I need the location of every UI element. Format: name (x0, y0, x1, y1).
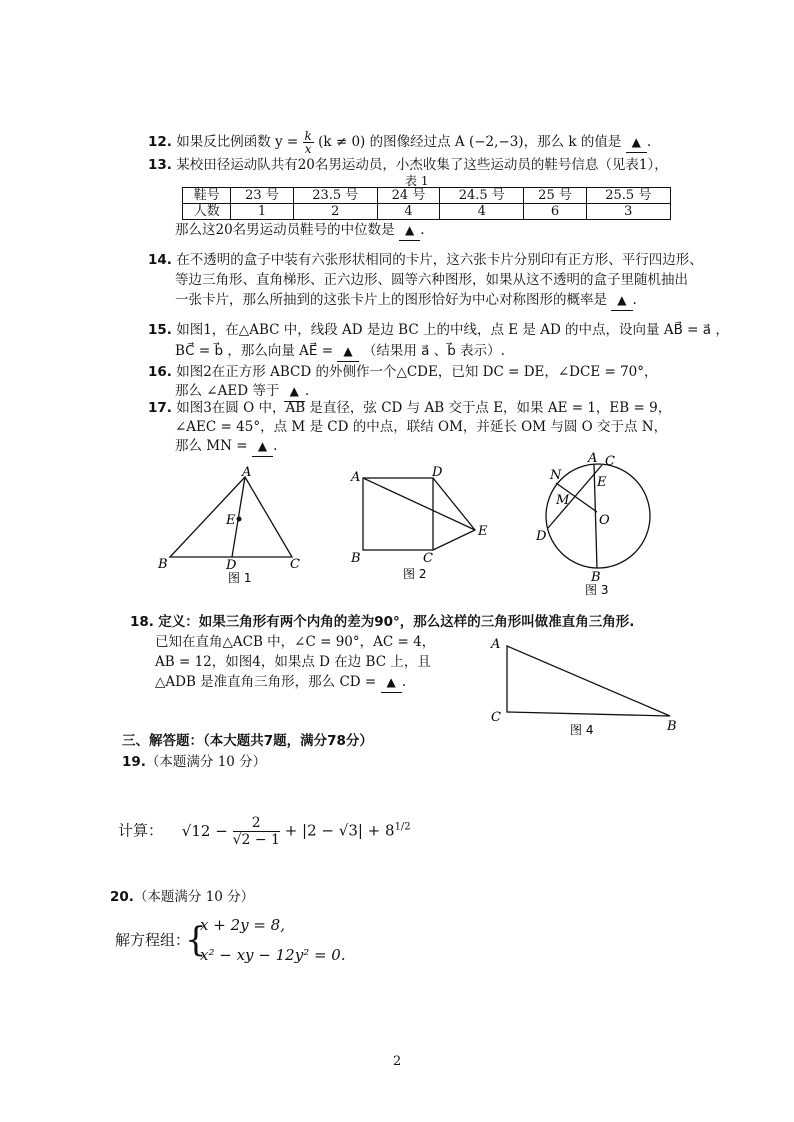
triangle-icon: ▲ (257, 439, 268, 453)
question-number: 15. (148, 322, 172, 338)
figure-1 (150, 465, 320, 590)
triangle-icon: ▲ (289, 384, 299, 398)
q14-text-post: . (632, 292, 637, 308)
label-c: C (605, 454, 615, 469)
point-e (237, 517, 242, 522)
q17-text-post: . (273, 438, 278, 454)
brace-icon: { (185, 920, 207, 960)
label-b: B (591, 570, 601, 585)
label-b: B (351, 551, 361, 566)
table-cell: 2 (293, 204, 377, 220)
q14-text: 在不透明的盒子中装有六张形状相同的卡片，这六张卡片分别印有正方形、平行四边形、 (176, 252, 703, 268)
q19-expression (118, 815, 411, 848)
label-d: D (432, 465, 443, 480)
table-cell: 24.5 号 (440, 188, 524, 204)
question-18-line2: 已知在直角△ACB 中，∠C = 90°，AC = 4， (155, 634, 436, 650)
figure-caption: 图 4 (570, 723, 594, 737)
q15-text: 如图1，在△ABC 中，线段 AD 是边 BC 上的中线，点 E 是 AD 的中点，设向量 AB⃗ = a⃗ ， (176, 322, 729, 338)
question-17-line3 (175, 436, 277, 457)
table-cell: 4 (377, 204, 439, 220)
label-c: C (491, 710, 501, 725)
table-cell: 人数 (183, 204, 231, 220)
label-c: C (290, 557, 300, 572)
q12-text-mid: (k ≠ 0) 的图像经过点 A (−2,−3)，那么 k 的值是 (318, 134, 622, 150)
question-number: 16. (148, 364, 172, 380)
q14-text: 一张卡片，那么所抽到的这张卡片上的图形恰好为中心对称图形的概率是 (175, 292, 607, 308)
expr-part: √12 − (181, 821, 228, 840)
question-number: 17. (148, 400, 172, 416)
q13-followup (175, 220, 425, 241)
triangle-icon: ▲ (404, 223, 415, 237)
question-14-line2: 等边三角形、直角梯形、正六边形、圆等六种图形，如果从这不透明的盒子里随机抽出 (175, 272, 688, 288)
table-cell: 3 (586, 204, 670, 220)
label-o: O (599, 513, 610, 528)
question-15-line2 (175, 341, 505, 362)
label-a: A (588, 451, 598, 466)
question-18-line3: AB = 12，如图4，如果点 D 在边 BC 上，且 (155, 654, 431, 670)
label-a: A (242, 465, 252, 480)
label-e: E (597, 475, 607, 490)
q17-text: 如图3在圆 O 中，AB 是直径，弦 CD 与 AB 交于点 E，如果 AE = 1，EB = 9， (176, 400, 672, 416)
table-cell: 25.5 号 (586, 188, 670, 204)
q16-text: 那么 ∠AED 等于 (175, 383, 280, 399)
label-n: N (550, 468, 562, 483)
shoe-size-table (182, 187, 671, 220)
figure-2 (345, 462, 505, 587)
question-12 (148, 130, 651, 155)
page-number: 2 (393, 1054, 402, 1069)
label-a: A (351, 470, 361, 485)
q16-text: 如图2在正方形 ABCD 的外侧作一个△CDE，已知 DC = DE，∠DCE = 70°， (176, 364, 658, 380)
exponent: 1/2 (394, 821, 411, 833)
question-number: 14. (148, 252, 172, 268)
answer-blank[interactable] (611, 290, 632, 311)
label-a: A (491, 637, 501, 652)
q13-text-after: 那么这20名男运动员鞋号的中位数是 (175, 222, 395, 238)
question-17-line2: ∠AEC = 45°，点 M 是 CD 的中点，联结 OM，并延长 OM 与圆 O 交于点 N， (175, 419, 668, 435)
question-number: 13. (148, 157, 172, 173)
table-cell: 1 (231, 204, 293, 220)
label-b: B (158, 557, 168, 572)
question-18-line1 (130, 612, 634, 632)
label-e: E (478, 524, 488, 539)
question-18-line4 (155, 672, 406, 693)
figure-caption: 图 3 (585, 583, 609, 597)
score-note: （本题满分 10 分） (145, 754, 267, 770)
segment-ae (363, 478, 475, 530)
question-number: 20. (110, 889, 134, 905)
table-row (183, 204, 671, 220)
question-14-line1 (148, 250, 703, 270)
triangle-icon: ▲ (343, 344, 353, 358)
q19-label: 计算： (118, 821, 164, 840)
question-14-line3 (175, 290, 637, 311)
equation-2: x² − xy − 12y² = 0. (200, 946, 346, 964)
question-20-header (110, 887, 254, 907)
label-b: B (667, 719, 677, 734)
figure-caption: 图 1 (228, 571, 252, 585)
q16-text-post: . (304, 383, 310, 399)
fraction-denominator: x (304, 142, 312, 156)
score-note: （本题满分 10 分） (133, 889, 255, 905)
question-16-line1 (148, 362, 658, 382)
answer-blank[interactable] (399, 220, 420, 241)
question-15-line1 (148, 320, 729, 340)
table-cell: 24 号 (377, 188, 439, 204)
label-e: E (226, 513, 236, 528)
question-19-header (122, 752, 266, 772)
q12-text-pre: 如果反比例函数 y = (176, 134, 299, 150)
question-number: 18. (130, 614, 154, 630)
figure-3 (530, 448, 670, 598)
table-cell: 6 (524, 204, 586, 220)
fraction (233, 815, 280, 848)
question-number: 12. (148, 134, 172, 150)
figure-4 (485, 632, 685, 740)
answer-blank[interactable] (626, 132, 647, 153)
q18-text: △ADB 是准直角三角形，那么 CD = (155, 674, 377, 690)
table-cell: 23.5 号 (293, 188, 377, 204)
figure-caption: 图 2 (403, 567, 427, 581)
triangle-icon: ▲ (617, 293, 627, 307)
label-c: C (423, 551, 433, 566)
fraction-denominator: √2 − 1 (232, 832, 280, 848)
table-title: 表 1 (405, 174, 429, 188)
triangle-acb (507, 646, 670, 716)
square-abcd (363, 478, 433, 550)
table-row (183, 188, 671, 204)
answer-blank[interactable] (381, 672, 402, 693)
label-d: D (536, 529, 547, 544)
question-17-line1 (148, 398, 671, 418)
triangle-icon: ▲ (386, 675, 396, 689)
equation-1: x + 2y = 8, (200, 916, 285, 934)
q15-text: BC⃗ = b⃗ ，那么向量 AE⃗ = (175, 343, 334, 359)
q13-text-post: . (420, 222, 425, 238)
table-cell: 25 号 (524, 188, 586, 204)
section-heading: 三、解答题：（本大题共7题，满分78分） (122, 733, 373, 749)
q18-text-post: . (401, 674, 407, 690)
table-cell: 4 (440, 204, 524, 220)
q18-text: 定义：如果三角形有两个内角的差为90°，那么这样的三角形叫做准直角三角形. (158, 614, 635, 630)
question-number: 19. (122, 754, 146, 770)
q17-text: 那么 MN = (175, 438, 248, 454)
q20-label: 解方程组： (115, 931, 191, 949)
label-m: M (556, 493, 570, 508)
table-cell: 23 号 (231, 188, 293, 204)
fraction-numerator: k (304, 129, 312, 143)
table-cell: 鞋号 (183, 188, 231, 204)
label-d: D (226, 558, 237, 573)
expr-part: + |2 − √3| + 8 (284, 821, 395, 840)
q12-text-post: . (646, 134, 652, 150)
answer-blank[interactable] (252, 436, 273, 457)
q13-text: 某校田径运动队共有20名男运动员，小杰收集了这些运动员的鞋号信息（见表1）， (176, 157, 668, 173)
q15-text: （结果用 a⃗ 、b⃗ 表示）. (362, 343, 505, 359)
fraction-k-over-x (303, 130, 314, 155)
triangle-icon: ▲ (631, 135, 641, 149)
fraction-numerator: 2 (233, 815, 280, 832)
answer-blank[interactable] (337, 341, 358, 362)
